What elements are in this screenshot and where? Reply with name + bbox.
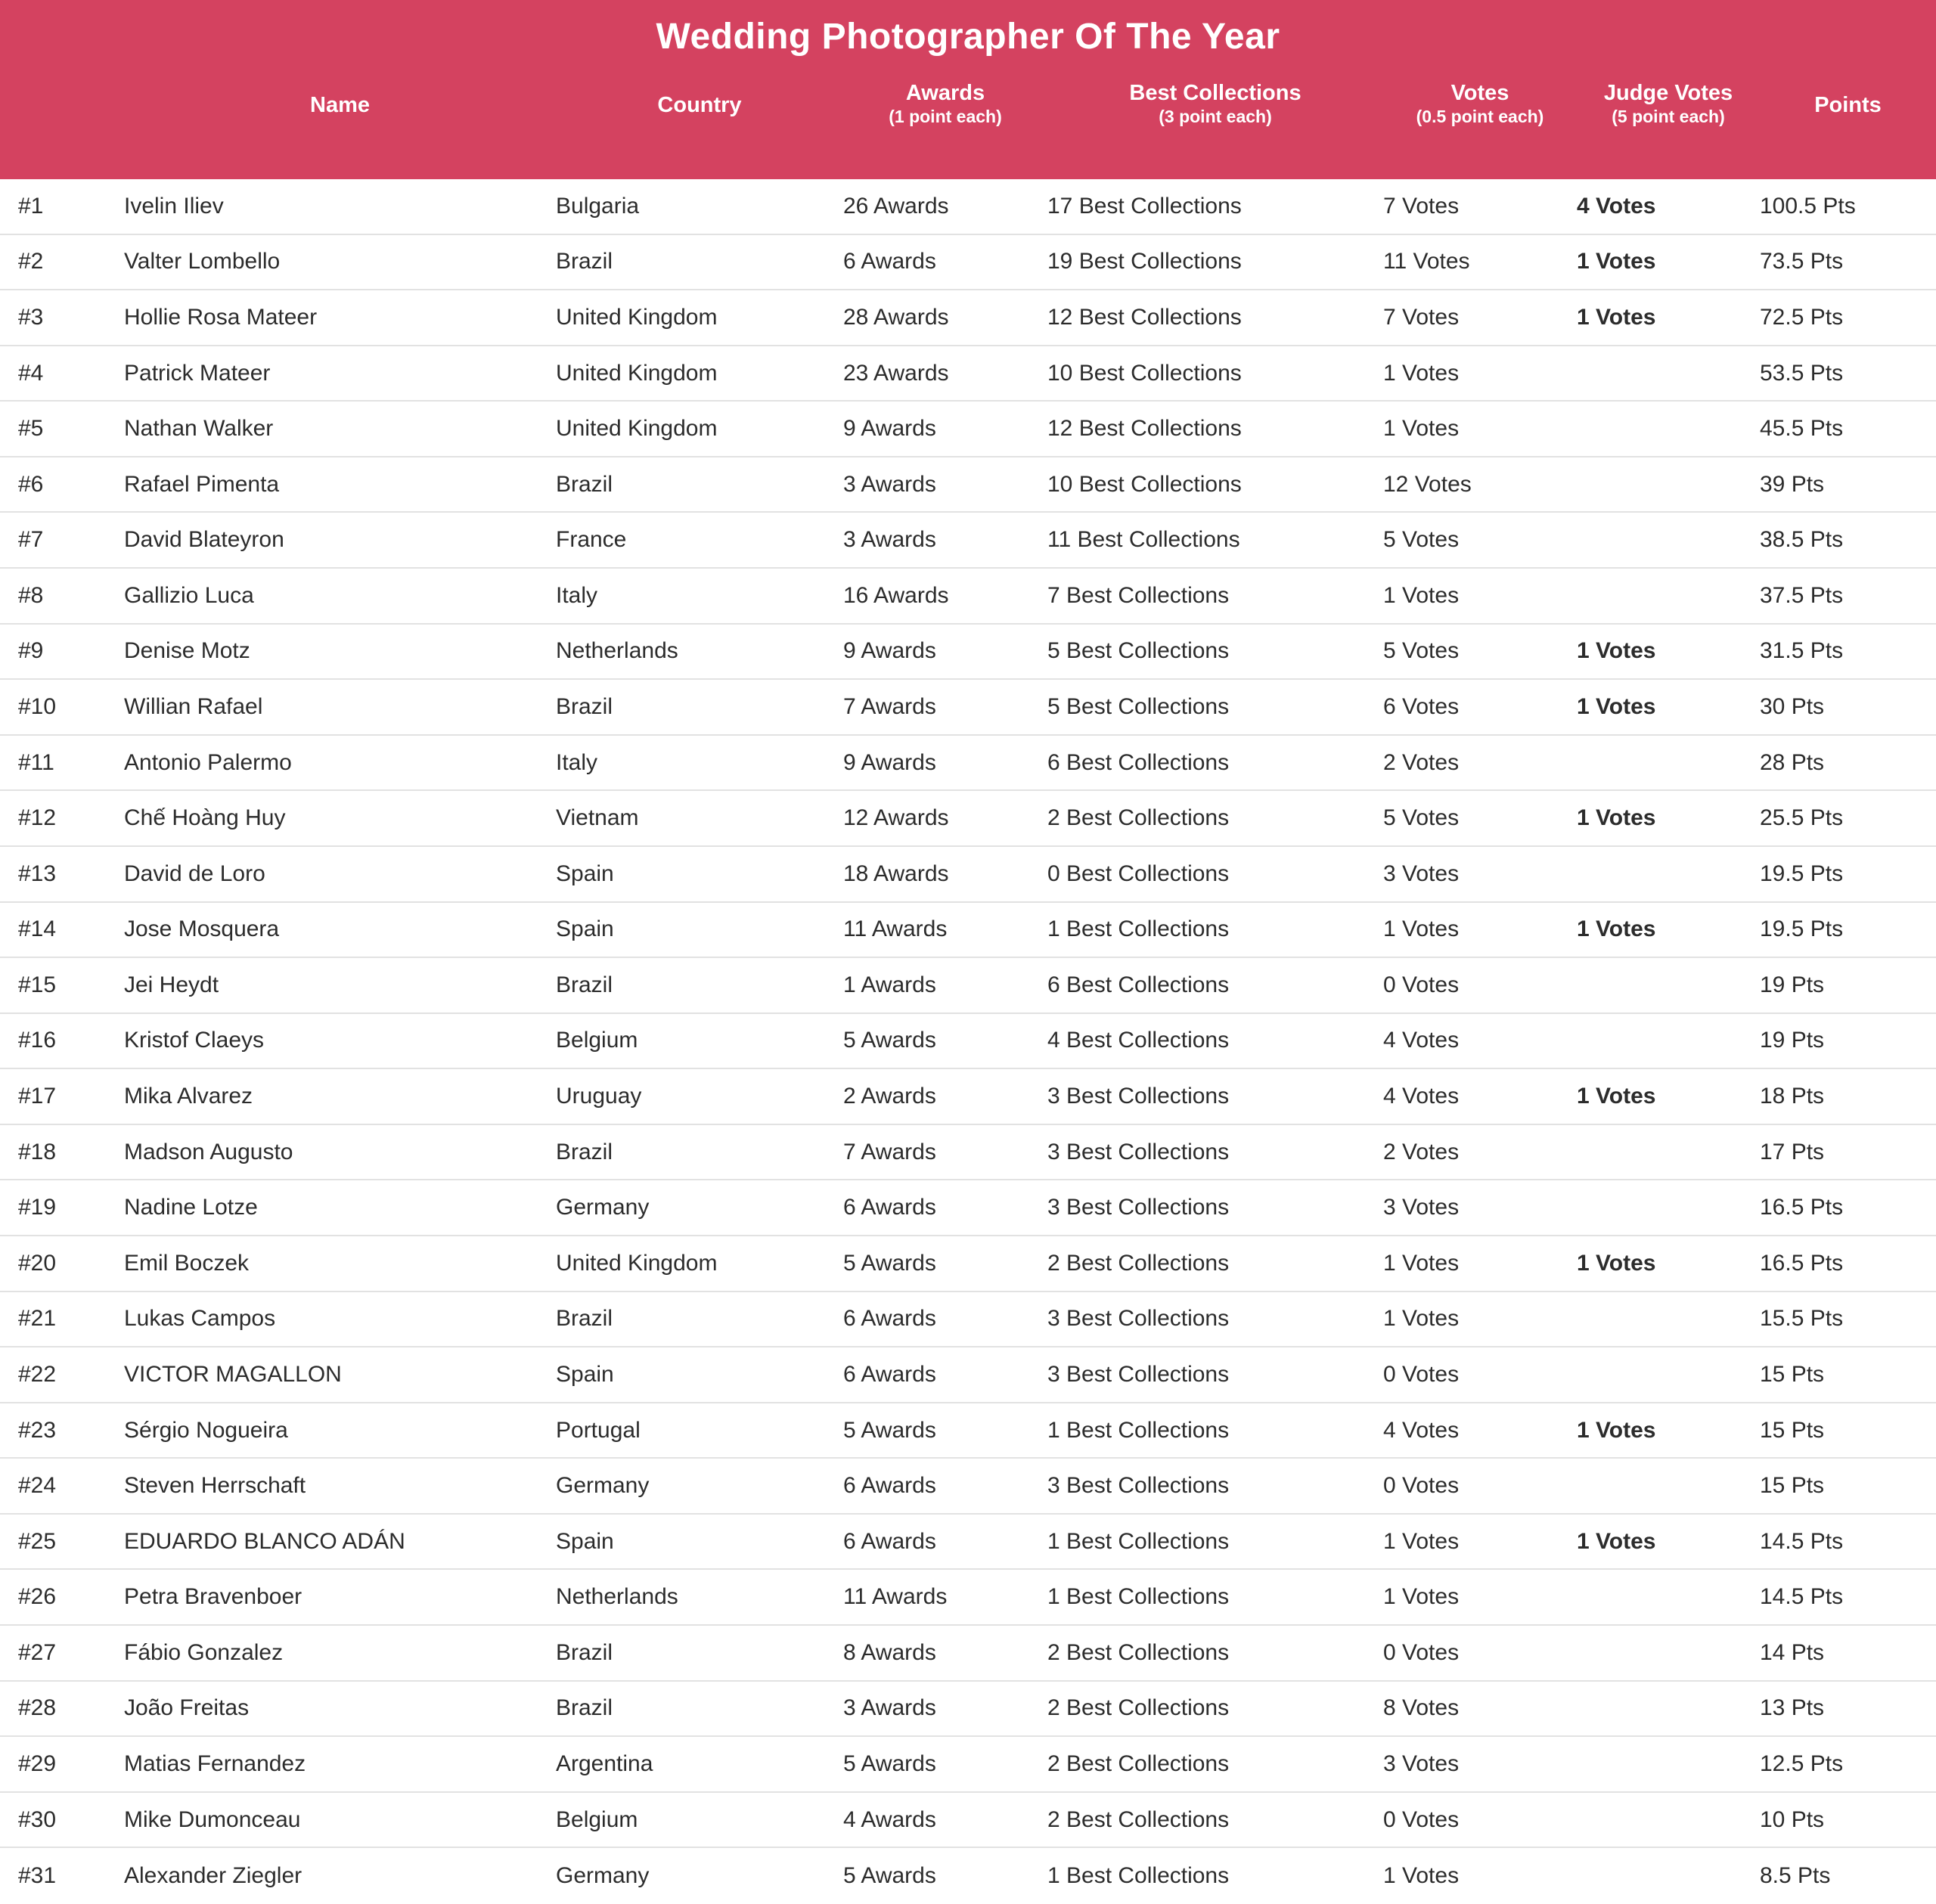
rank-cell: #8 <box>18 582 44 608</box>
name-cell: Willian Rafael <box>124 693 263 719</box>
points-cell: 31.5 Pts <box>1760 638 1844 664</box>
rank-cell: #3 <box>18 304 44 330</box>
column-label: Votes <box>1450 81 1509 105</box>
table-row <box>0 625 1936 681</box>
column-sublabel: (5 point each) <box>1612 107 1725 126</box>
best-collections-cell: 5 Best Collections <box>1047 693 1230 719</box>
column-label: Judge Votes <box>1603 81 1733 105</box>
table-row <box>0 513 1936 569</box>
table-row <box>0 958 1936 1014</box>
table-row <box>0 1737 1936 1793</box>
points-cell: 14.5 Pts <box>1760 1528 1844 1554</box>
name-cell: Lukas Campos <box>124 1306 276 1332</box>
points-cell: 38.5 Pts <box>1760 527 1844 553</box>
best-collections-cell: 2 Best Collections <box>1047 805 1230 831</box>
name-cell: Antonio Palermo <box>124 749 292 775</box>
column-header-judge-votes <box>1577 82 1760 129</box>
best-collections-cell: 10 Best Collections <box>1047 360 1242 386</box>
votes-cell: 7 Votes <box>1383 304 1460 330</box>
table-row <box>0 1069 1936 1125</box>
awards-cell: 2 Awards <box>843 1084 936 1109</box>
awards-cell: 6 Awards <box>843 1195 936 1220</box>
best-collections-cell: 17 Best Collections <box>1047 193 1242 219</box>
awards-cell: 7 Awards <box>843 1139 936 1164</box>
name-cell: Steven Herrschaft <box>124 1473 306 1499</box>
awards-cell: 5 Awards <box>843 1250 936 1276</box>
column-header-best-collections <box>1047 82 1383 129</box>
awards-cell: 5 Awards <box>843 1028 936 1053</box>
country-cell: Brazil <box>556 1306 613 1332</box>
column-header-name <box>124 94 556 117</box>
table-row <box>0 346 1936 402</box>
votes-cell: 1 Votes <box>1383 1306 1460 1332</box>
awards-cell: 28 Awards <box>843 304 949 330</box>
country-cell: Brazil <box>556 972 613 997</box>
country-cell: Brazil <box>556 1139 613 1164</box>
table-row <box>0 903 1936 959</box>
points-cell: 14 Pts <box>1760 1639 1825 1665</box>
country-cell: Brazil <box>556 249 613 274</box>
name-cell: Hollie Rosa Mateer <box>124 304 318 330</box>
points-cell: 13 Pts <box>1760 1695 1825 1721</box>
points-cell: 19.5 Pts <box>1760 916 1844 942</box>
awards-cell: 26 Awards <box>843 193 949 219</box>
table-row <box>0 736 1936 792</box>
name-cell: Gallizio Luca <box>124 582 254 608</box>
votes-cell: 3 Votes <box>1383 861 1460 886</box>
table-row <box>0 457 1936 513</box>
table-row <box>0 1403 1936 1459</box>
votes-cell: 1 Votes <box>1383 416 1460 442</box>
leaderboard-header <box>0 0 1936 179</box>
name-cell: Kristof Claeys <box>124 1028 265 1053</box>
points-cell: 30 Pts <box>1760 693 1825 719</box>
column-header-country <box>556 94 843 117</box>
rank-cell: #18 <box>18 1139 57 1164</box>
column-sublabel: (0.5 point each) <box>1416 107 1544 126</box>
awards-cell: 6 Awards <box>843 1473 936 1499</box>
best-collections-cell: 3 Best Collections <box>1047 1306 1230 1332</box>
votes-cell: 1 Votes <box>1383 1863 1460 1889</box>
leaderboard-table <box>0 179 1936 1904</box>
country-cell: Brazil <box>556 1639 613 1665</box>
votes-cell: 1 Votes <box>1383 1584 1460 1610</box>
rank-cell: #15 <box>18 972 57 997</box>
rank-cell: #17 <box>18 1084 57 1109</box>
votes-cell: 11 Votes <box>1383 249 1470 274</box>
votes-cell: 6 Votes <box>1383 693 1460 719</box>
best-collections-cell: 19 Best Collections <box>1047 249 1242 274</box>
country-cell: Italy <box>556 749 598 775</box>
name-cell: EDUARDO BLANCO ADÁN <box>124 1528 405 1554</box>
rank-cell: #25 <box>18 1528 57 1554</box>
country-cell: Uruguay <box>556 1084 642 1109</box>
awards-cell: 6 Awards <box>843 1306 936 1332</box>
country-cell: Germany <box>556 1195 650 1220</box>
points-cell: 15 Pts <box>1760 1473 1825 1499</box>
country-cell: Spain <box>556 861 614 886</box>
awards-cell: 8 Awards <box>843 1639 936 1665</box>
name-cell: Mika Alvarez <box>124 1084 253 1109</box>
name-cell: Nathan Walker <box>124 416 274 442</box>
best-collections-cell: 5 Best Collections <box>1047 638 1230 664</box>
votes-cell: 0 Votes <box>1383 1639 1460 1665</box>
country-cell: Bulgaria <box>556 193 640 219</box>
best-collections-cell: 6 Best Collections <box>1047 749 1230 775</box>
awards-cell: 3 Awards <box>843 527 936 553</box>
awards-cell: 6 Awards <box>843 1528 936 1554</box>
rank-cell: #1 <box>18 193 44 219</box>
awards-cell: 5 Awards <box>843 1863 936 1889</box>
best-collections-cell: 1 Best Collections <box>1047 916 1230 942</box>
judge-votes-cell: 1 Votes <box>1577 1084 1656 1109</box>
best-collections-cell: 3 Best Collections <box>1047 1195 1230 1220</box>
country-cell: Netherlands <box>556 638 678 664</box>
best-collections-cell: 2 Best Collections <box>1047 1695 1230 1721</box>
best-collections-cell: 3 Best Collections <box>1047 1473 1230 1499</box>
points-cell: 10 Pts <box>1760 1806 1825 1832</box>
name-cell: Alexander Ziegler <box>124 1863 302 1889</box>
best-collections-cell: 1 Best Collections <box>1047 1528 1230 1554</box>
awards-cell: 4 Awards <box>843 1806 936 1832</box>
votes-cell: 7 Votes <box>1383 193 1460 219</box>
awards-cell: 3 Awards <box>843 1695 936 1721</box>
rank-cell: #27 <box>18 1639 57 1665</box>
votes-cell: 4 Votes <box>1383 1417 1460 1443</box>
awards-cell: 16 Awards <box>843 582 949 608</box>
best-collections-cell: 1 Best Collections <box>1047 1863 1230 1889</box>
votes-cell: 0 Votes <box>1383 1473 1460 1499</box>
country-cell: Portugal <box>556 1417 641 1443</box>
rank-cell: #30 <box>18 1806 57 1832</box>
points-cell: 17 Pts <box>1760 1139 1825 1164</box>
name-cell: Petra Bravenboer <box>124 1584 302 1610</box>
best-collections-cell: 6 Best Collections <box>1047 972 1230 997</box>
name-cell: Mike Dumonceau <box>124 1806 301 1832</box>
name-cell: David Blateyron <box>124 527 284 553</box>
votes-cell: 12 Votes <box>1383 471 1472 497</box>
name-cell: Ivelin Iliev <box>124 193 224 219</box>
table-row <box>0 290 1936 346</box>
awards-cell: 9 Awards <box>843 749 936 775</box>
name-cell: Madson Augusto <box>124 1139 293 1164</box>
judge-votes-cell: 1 Votes <box>1577 1528 1656 1554</box>
rank-cell: #11 <box>18 749 54 775</box>
table-row <box>0 1236 1936 1292</box>
best-collections-cell: 2 Best Collections <box>1047 1639 1230 1665</box>
name-cell: Jose Mosquera <box>124 916 280 942</box>
best-collections-cell: 12 Best Collections <box>1047 304 1242 330</box>
country-cell: Brazil <box>556 1695 613 1721</box>
table-row <box>0 235 1936 291</box>
name-cell: Nadine Lotze <box>124 1195 258 1220</box>
column-label: Points <box>1814 92 1882 117</box>
best-collections-cell: 2 Best Collections <box>1047 1250 1230 1276</box>
best-collections-cell: 2 Best Collections <box>1047 1806 1230 1832</box>
points-cell: 15 Pts <box>1760 1417 1825 1443</box>
rank-cell: #19 <box>18 1195 57 1220</box>
name-cell: Denise Motz <box>124 638 250 664</box>
best-collections-cell: 12 Best Collections <box>1047 416 1242 442</box>
best-collections-cell: 10 Best Collections <box>1047 471 1242 497</box>
points-cell: 39 Pts <box>1760 471 1825 497</box>
judge-votes-cell: 1 Votes <box>1577 304 1656 330</box>
country-cell: United Kingdom <box>556 360 718 386</box>
best-collections-cell: 2 Best Collections <box>1047 1751 1230 1776</box>
points-cell: 15.5 Pts <box>1760 1306 1844 1332</box>
points-cell: 16.5 Pts <box>1760 1250 1844 1276</box>
country-cell: Netherlands <box>556 1584 678 1610</box>
awards-cell: 23 Awards <box>843 360 949 386</box>
rank-cell: #28 <box>18 1695 57 1721</box>
table-row <box>0 791 1936 847</box>
country-cell: Spain <box>556 1528 614 1554</box>
rank-cell: #2 <box>18 249 44 274</box>
votes-cell: 3 Votes <box>1383 1195 1460 1220</box>
best-collections-cell: 0 Best Collections <box>1047 861 1230 886</box>
page-title: Wedding Photographer Of The Year <box>656 17 1280 57</box>
votes-cell: 5 Votes <box>1383 638 1460 664</box>
rank-cell: #26 <box>18 1584 57 1610</box>
rank-cell: #13 <box>18 861 57 886</box>
rank-cell: #14 <box>18 916 57 942</box>
points-cell: 45.5 Pts <box>1760 416 1844 442</box>
country-cell: Vietnam <box>556 805 639 831</box>
best-collections-cell: 11 Best Collections <box>1047 527 1240 553</box>
votes-cell: 4 Votes <box>1383 1028 1460 1053</box>
points-cell: 37.5 Pts <box>1760 582 1844 608</box>
country-cell: Belgium <box>556 1806 638 1832</box>
country-cell: Belgium <box>556 1028 638 1053</box>
awards-cell: 3 Awards <box>843 471 936 497</box>
name-cell: Fábio Gonzalez <box>124 1639 284 1665</box>
votes-cell: 1 Votes <box>1383 1528 1460 1554</box>
column-header-awards <box>843 82 1047 129</box>
table-row <box>0 1626 1936 1682</box>
points-cell: 16.5 Pts <box>1760 1195 1844 1220</box>
judge-votes-cell: 1 Votes <box>1577 249 1656 274</box>
rank-cell: #29 <box>18 1751 57 1776</box>
votes-cell: 0 Votes <box>1383 1361 1460 1387</box>
best-collections-cell: 3 Best Collections <box>1047 1361 1230 1387</box>
rank-cell: #10 <box>18 693 57 719</box>
rank-cell: #24 <box>18 1473 57 1499</box>
points-cell: 19 Pts <box>1760 972 1825 997</box>
points-cell: 100.5 Pts <box>1760 193 1856 219</box>
votes-cell: 5 Votes <box>1383 527 1460 553</box>
rank-cell: #7 <box>18 527 44 553</box>
judge-votes-cell: 1 Votes <box>1577 805 1656 831</box>
rank-cell: #9 <box>18 638 44 664</box>
name-cell: Valter Lombello <box>124 249 281 274</box>
table-row <box>0 569 1936 625</box>
table-row <box>0 680 1936 736</box>
points-cell: 53.5 Pts <box>1760 360 1844 386</box>
country-cell: Brazil <box>556 693 613 719</box>
table-row <box>0 1570 1936 1626</box>
rank-cell: #16 <box>18 1028 57 1053</box>
votes-cell: 1 Votes <box>1383 582 1460 608</box>
name-cell: Emil Boczek <box>124 1250 250 1276</box>
awards-cell: 7 Awards <box>843 693 936 719</box>
column-label: Country <box>657 92 742 117</box>
table-row <box>0 847 1936 903</box>
judge-votes-cell: 4 Votes <box>1577 193 1656 219</box>
points-cell: 18 Pts <box>1760 1084 1825 1109</box>
judge-votes-cell: 1 Votes <box>1577 916 1656 942</box>
rank-cell: #12 <box>18 805 57 831</box>
table-row <box>0 1180 1936 1236</box>
column-label: Name <box>310 92 370 117</box>
table-row <box>0 1292 1936 1348</box>
votes-cell: 1 Votes <box>1383 360 1460 386</box>
votes-cell: 5 Votes <box>1383 805 1460 831</box>
points-cell: 72.5 Pts <box>1760 304 1844 330</box>
column-sublabel: (3 point each) <box>1159 107 1272 126</box>
country-cell: Germany <box>556 1863 650 1889</box>
column-header-points <box>1760 94 1936 117</box>
best-collections-cell: 3 Best Collections <box>1047 1084 1230 1109</box>
awards-cell: 5 Awards <box>843 1751 936 1776</box>
votes-cell: 8 Votes <box>1383 1695 1460 1721</box>
column-header-votes <box>1383 82 1577 129</box>
column-label: Best Collections <box>1129 81 1302 105</box>
judge-votes-cell: 1 Votes <box>1577 638 1656 664</box>
awards-cell: 9 Awards <box>843 638 936 664</box>
votes-cell: 4 Votes <box>1383 1084 1460 1109</box>
country-cell: Argentina <box>556 1751 653 1776</box>
country-cell: United Kingdom <box>556 1250 718 1276</box>
best-collections-cell: 1 Best Collections <box>1047 1417 1230 1443</box>
name-cell: David de Loro <box>124 861 265 886</box>
table-row <box>0 1682 1936 1738</box>
votes-cell: 3 Votes <box>1383 1751 1460 1776</box>
awards-cell: 18 Awards <box>843 861 949 886</box>
rank-cell: #22 <box>18 1361 57 1387</box>
table-row <box>0 179 1936 235</box>
awards-cell: 9 Awards <box>843 416 936 442</box>
awards-cell: 11 Awards <box>843 1584 948 1610</box>
awards-cell: 1 Awards <box>843 972 936 997</box>
judge-votes-cell: 1 Votes <box>1577 1250 1656 1276</box>
country-cell: Spain <box>556 916 614 942</box>
name-cell: Chế Hoàng Huy <box>124 805 286 831</box>
votes-cell: 1 Votes <box>1383 1250 1460 1276</box>
column-sublabel: (1 point each) <box>889 107 1002 126</box>
country-cell: United Kingdom <box>556 416 718 442</box>
votes-cell: 1 Votes <box>1383 916 1460 942</box>
name-cell: Jei Heydt <box>124 972 219 997</box>
name-cell: João Freitas <box>124 1695 250 1721</box>
votes-cell: 2 Votes <box>1383 749 1460 775</box>
country-cell: Italy <box>556 582 598 608</box>
points-cell: 12.5 Pts <box>1760 1751 1844 1776</box>
awards-cell: 12 Awards <box>843 805 949 831</box>
votes-cell: 0 Votes <box>1383 1806 1460 1832</box>
points-cell: 25.5 Pts <box>1760 805 1844 831</box>
judge-votes-cell: 1 Votes <box>1577 1417 1656 1443</box>
rank-cell: #6 <box>18 471 44 497</box>
rank-cell: #23 <box>18 1417 57 1443</box>
best-collections-cell: 1 Best Collections <box>1047 1584 1230 1610</box>
points-cell: 15 Pts <box>1760 1361 1825 1387</box>
name-cell: Patrick Mateer <box>124 360 271 386</box>
table-row <box>0 1125 1936 1181</box>
country-cell: United Kingdom <box>556 304 718 330</box>
awards-cell: 6 Awards <box>843 1361 936 1387</box>
column-label: Awards <box>905 81 985 105</box>
awards-cell: 11 Awards <box>843 916 948 942</box>
rank-cell: #4 <box>18 360 44 386</box>
table-row <box>0 1014 1936 1070</box>
best-collections-cell: 4 Best Collections <box>1047 1028 1230 1053</box>
table-row <box>0 1848 1936 1904</box>
votes-cell: 0 Votes <box>1383 972 1460 997</box>
name-cell: Sérgio Nogueira <box>124 1417 288 1443</box>
rank-cell: #5 <box>18 416 44 442</box>
table-row <box>0 1459 1936 1515</box>
rank-cell: #31 <box>18 1863 57 1889</box>
country-cell: France <box>556 527 627 553</box>
rank-cell: #20 <box>18 1250 57 1276</box>
table-row <box>0 1347 1936 1403</box>
table-row <box>0 1793 1936 1849</box>
votes-cell: 2 Votes <box>1383 1139 1460 1164</box>
country-cell: Brazil <box>556 471 613 497</box>
points-cell: 19.5 Pts <box>1760 861 1844 886</box>
country-cell: Germany <box>556 1473 650 1499</box>
best-collections-cell: 7 Best Collections <box>1047 582 1230 608</box>
rank-cell: #21 <box>18 1306 57 1332</box>
best-collections-cell: 3 Best Collections <box>1047 1139 1230 1164</box>
points-cell: 73.5 Pts <box>1760 249 1844 274</box>
name-cell: VICTOR MAGALLON <box>124 1361 342 1387</box>
name-cell: Rafael Pimenta <box>124 471 280 497</box>
table-row <box>0 402 1936 457</box>
points-cell: 19 Pts <box>1760 1028 1825 1053</box>
awards-cell: 6 Awards <box>843 249 936 274</box>
awards-cell: 5 Awards <box>843 1417 936 1443</box>
judge-votes-cell: 1 Votes <box>1577 693 1656 719</box>
points-cell: 28 Pts <box>1760 749 1825 775</box>
column-header-row <box>0 82 1936 129</box>
table-row <box>0 1515 1936 1571</box>
country-cell: Spain <box>556 1361 614 1387</box>
name-cell: Matias Fernandez <box>124 1751 306 1776</box>
points-cell: 14.5 Pts <box>1760 1584 1844 1610</box>
points-cell: 8.5 Pts <box>1760 1863 1831 1889</box>
